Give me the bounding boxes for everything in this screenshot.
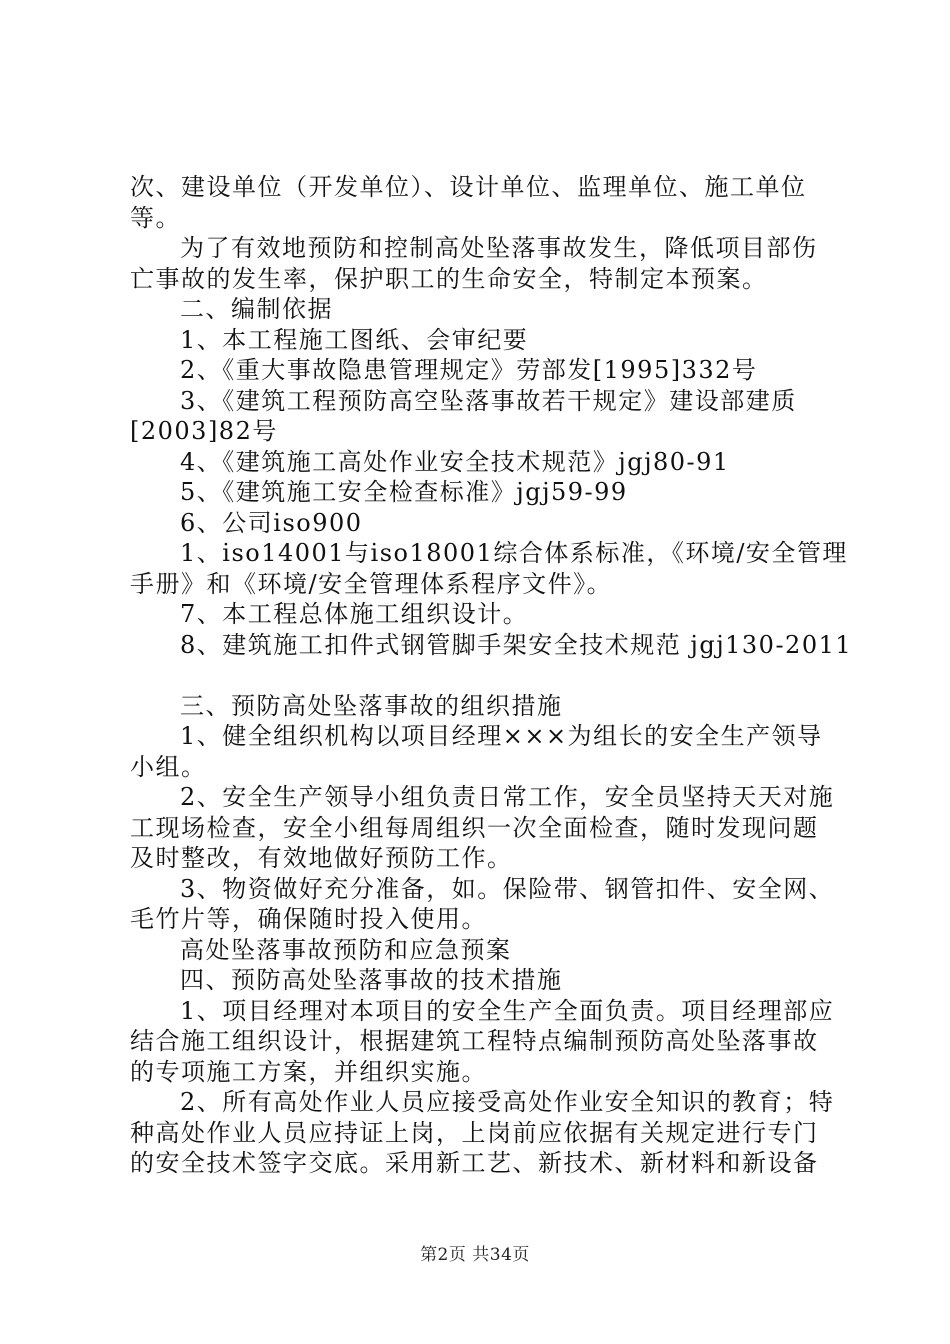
text-line: 6、公司iso900 <box>180 508 363 537</box>
text-line: 毛竹片等，确保随时投入使用。 <box>130 905 487 933</box>
text-line: 4、《建筑施工高处作业安全技术规范》jgj80-91 <box>180 447 730 476</box>
text-line: 1、本工程施工图纸、会审纪要 <box>180 325 529 354</box>
section-heading: 三、预防高处坠落事故的组织措施 <box>180 691 563 720</box>
text-line: 3、《建筑工程预防高空坠落事故若干规定》建设部建质 <box>180 386 797 415</box>
text-line: 3、物资做好充分准备，如。保险带、钢管扣件、安全网、 <box>180 874 835 903</box>
text-line: 2、所有高处作业人员应接受高处作业安全知识的教育；特 <box>180 1088 835 1116</box>
text-line: 8、建筑施工扣件式钢管脚手架安全技术规范 jgj130-2011 <box>180 630 853 659</box>
text-line: 等。 <box>130 203 181 232</box>
section-heading: 四、预防高处坠落事故的技术措施 <box>180 966 563 994</box>
text-line: 1、iso14001与iso18001综合体系标准，《环境/安全管理 <box>180 539 848 567</box>
text-line: 1、项目经理对本项目的安全生产全面负责。项目经理部应 <box>180 996 835 1025</box>
text-line: 高处坠落事故预防和应急预案 <box>180 935 512 964</box>
page-footer: 第2页 共34页 <box>420 1245 530 1265</box>
text-line: [2003]82号 <box>130 417 278 445</box>
text-line: 7、本工程总体施工组织设计。 <box>180 600 529 628</box>
text-line: 及时整改，有效地做好预防工作。 <box>130 844 513 872</box>
text-line: 次、建设单位（开发单位）、设计单位、监理单位、施工单位 <box>130 173 807 201</box>
text-line: 的安全技术签字交底。采用新工艺、新技术、新材料和新设备 <box>130 1149 819 1177</box>
text-line: 工现场检查，安全小组每周组织一次全面检查，随时发现问题 <box>130 813 819 842</box>
blank-line <box>130 660 830 691</box>
text-line: 2、安全生产领导小组负责日常工作，安全员坚持天天对施 <box>180 783 835 811</box>
text-line: 的专项施工方案，并组织实施。 <box>130 1057 487 1086</box>
text-line: 1、健全组织机构以项目经理×××为组长的安全生产领导 <box>180 722 823 750</box>
text-line: 2、《重大事故隐患管理规定》劳部发[1995]332号 <box>180 356 758 384</box>
text-line: 小组。 <box>130 752 207 781</box>
document-body <box>130 172 853 1179</box>
text-line: 种高处作业人员应持证上岗，上岗前应依据有关规定进行专门 <box>130 1118 819 1147</box>
text-line: 手册》和《环境/安全管理体系程序文件》。 <box>130 569 613 598</box>
text-line: 亡事故的发生率，保护职工的生命安全，特制定本预案。 <box>130 264 768 293</box>
text-line: 5、《建筑施工安全检查标准》jgj59-99 <box>180 478 628 506</box>
section-heading: 二、编制依据 <box>180 295 333 323</box>
text-line: 为了有效地预防和控制高处坠落事故发生，降低项目部伤 <box>180 234 818 262</box>
text-line: 结合施工组织设计，根据建筑工程特点编制预防高处坠落事故 <box>130 1027 819 1055</box>
